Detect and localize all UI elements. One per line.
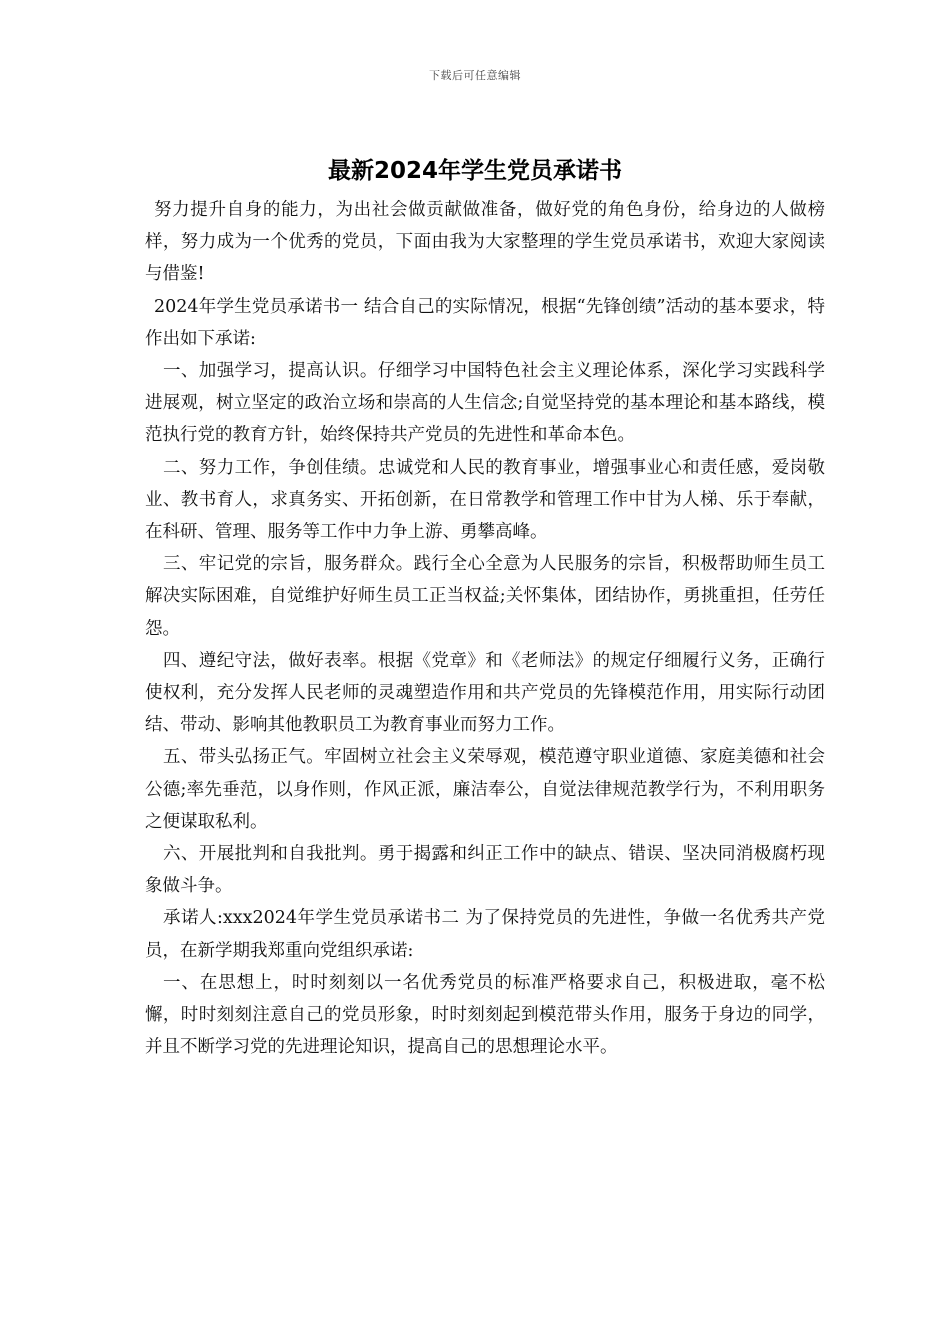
document-body [145, 194, 825, 1063]
header-note: 下载后可任意编辑 [429, 69, 521, 82]
paragraph-intro: 努力提升自身的能力，为出社会做贡献做准备，做好党的角色身份，给身边的人做榜样，努力成为一个优秀的党员，下面由我为大家整理的学生党员承诺书，欢迎大家阅读与借鉴! [145, 200, 825, 285]
paragraph-pledge-two-item-1: 一、在思想上，时时刻刻以一名优秀党员的标准严格要求自己，积极进取，毫不松懈，时时刻刻注意自己的党员形象，时时刻刻起到模范带头作用，服务于身边的同学，并且不断学习党的先进理论知识，提高自己的思想理论水平。 [145, 972, 825, 1058]
paragraph-item-4: 四、遵纪守法，做好表率。根据《党章》和《老师法》的规定仔细履行义务，正确行使权利，充分发挥人民老师的灵魂塑造作用和共产党员的先锋模范作用，用实际行动团结、带动、影响其他教职员工为教育事业而努力工作。 [145, 650, 825, 736]
paragraph-item-6: 六、开展批判和自我批判。勇于揭露和纠正工作中的缺点、错误、坚决同消极腐朽现象做斗争。 [145, 844, 825, 897]
document-title: 最新2024年学生党员承诺书 [327, 158, 622, 184]
paragraph-item-5: 五、带头弘扬正气。牢固树立社会主义荣辱观，模范遵守职业道德、家庭美德和社会公德;率先垂范，以身作则，作风正派，廉洁奉公，自觉法律规范教学行为，不利用职务之便谋取私利。 [145, 747, 825, 832]
paragraph-pledge-one-intro: 2024年学生党员承诺书一 结合自己的实际情况，根据“先锋创绩”活动的基本要求，特作出如下承诺: [145, 296, 825, 349]
paragraph-item-3: 三、牢记党的宗旨，服务群众。践行全心全意为人民服务的宗旨，积极帮助师生员工解决实际困难，自觉维护好师生员工正当权益;关怀集体，团结协作，勇挑重担，任劳任怨。 [145, 554, 825, 639]
paragraph-pledge-two-intro: 承诺人:xxx2024年学生党员承诺书二 为了保持党员的先进性，争做一名优秀共产党员，在新学期我郑重向党组织承诺: [145, 908, 825, 961]
paragraph-item-2: 二、努力工作，争创佳绩。忠诚党和人民的教育事业，增强事业心和责任感，爱岗敬业、教书育人，求真务实、开拓创新，在日常教学和管理工作中甘为人梯、乐于奉献，在科研、管理、服务等工作中力争上游、勇攀高峰。 [145, 457, 825, 543]
paragraph-item-1: 一、加强学习，提高认识。仔细学习中国特色社会主义理论体系，深化学习实践科学进展观，树立坚定的政治立场和崇高的人生信念;自觉坚持党的基本理论和基本路线，模范执行党的教育方针，始终保持共产党员的先进性和革命本色。 [145, 361, 825, 446]
